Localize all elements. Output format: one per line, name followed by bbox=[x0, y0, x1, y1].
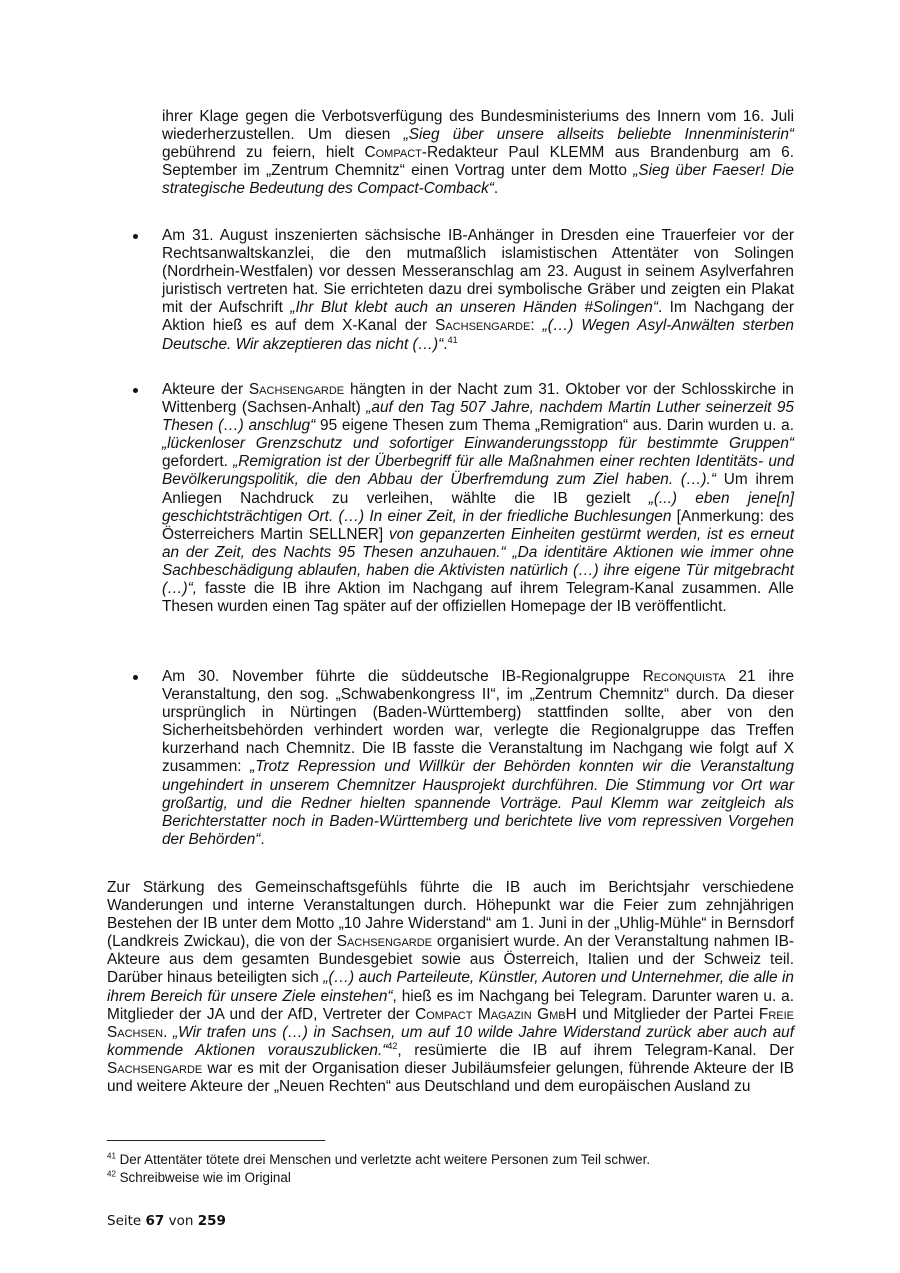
footnote-ref[interactable]: 41 bbox=[447, 334, 458, 345]
continuation-paragraph bbox=[162, 108, 794, 198]
quote: „Trotz Repression und Willkür der Behörden konnten wir die Veranstaltung ungehindert in unserem Chemnitzer Hausprojekt durchführen. Die Stimmung vor Ort war großartig, und die Redner hielten spannende Vorträge. Paul Klemm war zeitgleich als Berichterstatter noch in Baden-Württemberg und berichtete live vom repressiven Vorgehen der Behörden“ bbox=[162, 758, 794, 848]
text-run: Am 30. November führte die süddeutsche IB-Regionalgruppe bbox=[162, 668, 643, 685]
footnote bbox=[107, 1169, 797, 1186]
quote: „(…) Wegen Asyl-Anwälten sterben Deutsche. Wir akzeptieren das nicht (…)“ bbox=[162, 317, 794, 353]
quote: „Ihr Blut klebt auch an unseren Händen #Solingen“ bbox=[290, 299, 658, 317]
text-run: , resümierte die IB auf ihrem Telegram-Kanal. Der bbox=[397, 1041, 794, 1059]
footnote-separator bbox=[107, 1140, 325, 1141]
text-run: fasste die IB ihre Aktion im Nachgang auf ihrem Telegram-Kanal zusammen. Alle Thesen wurden einen Tag später auf der offiziellen Homepage der IB veröffentlicht. bbox=[162, 580, 794, 616]
footnote-text: Schreibweise wie im Original bbox=[115, 1170, 291, 1185]
footer-label: Seite bbox=[107, 1213, 146, 1229]
footnote-number: 42 bbox=[107, 1169, 116, 1179]
quote: „Sieg über Faeser! Die strategische Bedeutung des Compact-Comback“ bbox=[162, 162, 794, 198]
org-name: Sachsengarde bbox=[248, 381, 345, 398]
quote: „Wir trafen uns (…) in Sachsen, um auf 10 wilde Jahre Widerstand zurück aber auch auf kommende Aktionen vorauszublicken.“ bbox=[107, 1023, 794, 1059]
bullet-item bbox=[162, 381, 794, 616]
text-run: Akteure der bbox=[162, 381, 249, 398]
text-run: -Redakteur Paul KLEMM aus Brandenburg am 6. September im „Zentrum Chemnitz“ einen Vortrag unter dem Motto bbox=[162, 144, 794, 180]
body-paragraph bbox=[107, 879, 794, 1096]
quote: von gepanzerten Einheiten gestürmt werden, ist es erneut an der Zeit, des Nachts 95 Thesen anzuhauen.“ „Da identitäre Aktionen wie immer ohne Sachbeschädigung ablaufen, haben die Aktivisten natürlich (…) ihre eigene Tür mitgebracht (…)“, bbox=[162, 525, 794, 598]
text-run: Zur Stärkung des Gemeinschaftsgefühls führte die IB auch im Berichtsjahr verschiedene Wanderungen und interne Veranstaltungen durch. Höhepunkt war die Feier zum zehnjährigen Bestehen der IB unter dem Motto „10 Jahre Widerstand“ am 1. Juni in der „Uhlig-Mühle“ in Bernsdorf (Landkreis Zwickau), die von der bbox=[107, 879, 794, 951]
quote: „Sieg über unsere allseits beliebte Innenministerin“ bbox=[403, 126, 794, 144]
footnote-ref[interactable]: 42 bbox=[387, 1040, 398, 1051]
bullet-item bbox=[162, 668, 794, 849]
text-run: hängten in der Nacht zum 31. Oktober vor der Schlosskirche in Wittenberg (Sachsen-Anhalt) bbox=[162, 381, 794, 417]
text-run: organisiert wurde. An der Veranstaltung nahmen IB-Akteure aus dem gesamten Bundesgebiet sowie aus Österreich, Italien und der Schweiz teil. Darüber hinaus beteiligten sich bbox=[107, 933, 794, 987]
quote: „Remigration ist der Überbegriff für alle Maßnahmen einer rechten Identitäts- und Bevölkerungspolitik, die den Abbau der Überfremdung zum Ziel haben. (…).“ bbox=[162, 453, 795, 489]
page-total: 259 bbox=[197, 1213, 226, 1229]
org-name: Freie Sachsen bbox=[107, 1005, 794, 1041]
bullet-text bbox=[162, 668, 794, 849]
org-name: Compact Magazin GmbH bbox=[415, 1005, 577, 1023]
text-run: gebührend zu feiern, hielt bbox=[162, 144, 365, 162]
text-run: : bbox=[530, 317, 543, 335]
org-name: Compact bbox=[364, 144, 422, 162]
org-name: Reconquista bbox=[642, 668, 726, 685]
bullet-text bbox=[162, 227, 794, 354]
page-footer bbox=[107, 1212, 226, 1230]
org-name: Sachsengarde bbox=[336, 933, 433, 951]
text-run: . Im Nachgang der Aktion hieß es auf dem X-Kanal der bbox=[162, 299, 794, 335]
text-run: [Anmerkung: des Österreichers Martin SELLNER] bbox=[162, 507, 795, 543]
footnote bbox=[107, 1151, 797, 1168]
bullet-icon bbox=[133, 675, 138, 680]
bullet-icon bbox=[133, 388, 138, 393]
text-run: . bbox=[443, 335, 448, 353]
text-run: 21 ihre Veranstaltung, den sog. „Schwabenkongress II“, im „Zentrum Chemnitz“ durch. Da dieser ursprünglich in Nürtingen (Baden-Württemberg) stattfinden sollte, aber von den Sicherheitsbehörden verhindert worden war, verlegte die Regionalgruppe das Treffen kurzerhand nach Chemnitz. Die IB fasste die Veranstaltung im Nachgang wie folgt auf X zusammen: bbox=[162, 668, 795, 776]
bullet-icon bbox=[133, 234, 138, 239]
text-run: . bbox=[493, 180, 499, 198]
text-run: 95 eigene Thesen zum Thema „Remigration“ aus. Darin wurden u. a. bbox=[315, 417, 794, 435]
org-name: Sachsengarde bbox=[435, 317, 531, 335]
bullet-text bbox=[162, 381, 794, 616]
text-run: Um ihrem Anliegen Nachdruck zu verleihen, wählte die IB gezielt bbox=[162, 471, 794, 507]
quote: „(...) eben jene[n] geschichtsträchtigen Ort. (…) In einer Zeit, in der friedliche Buchlesungen bbox=[162, 489, 794, 525]
quote: „lückenloser Grenzschutz und sofortiger Einwanderungsstopp für bestimmte Gruppen“ bbox=[162, 435, 794, 453]
bullet-item bbox=[162, 227, 794, 354]
text-run: . bbox=[163, 1023, 174, 1041]
page-number: 67 bbox=[145, 1213, 165, 1229]
quote: „auf den Tag 507 Jahre, nachdem Martin Luther seinerzeit 95 Thesen (…) anschlug“ bbox=[162, 399, 794, 435]
text-run: ihrer Klage gegen die Verbotsverfügung des Bundesministeriums des Innern vom 16. Juli wiederherzustellen. Um diesen bbox=[162, 108, 794, 144]
text-run: gefordert. bbox=[162, 453, 234, 471]
org-name: Sachsengarde bbox=[107, 1059, 203, 1077]
footnote-text: Der Attentäter tötete drei Menschen und verletzte acht weitere Personen zum Teil schwer. bbox=[115, 1152, 651, 1167]
text-run: , hieß es im Nachgang bei Telegram. Darunter waren u. a. Mitglieder der JA und der AfD, Vertreter der bbox=[107, 987, 794, 1023]
text-run: . bbox=[260, 830, 265, 848]
text-run: und Mitglieder der Partei bbox=[576, 1005, 759, 1023]
quote: „(…) auch Parteileute, Künstler, Autoren und Unternehmer, die alle in ihrem Bereich für unsere Ziele einstehen“ bbox=[107, 969, 794, 1005]
text-run: Am 31. August inszenierten sächsische IB-Anhänger in Dresden eine Trauerfeier vor der Rechtsanwaltskanzlei, die den mutmaßlich islamistischen Attentäter von Solingen (Nordrhein-Westfalen) vor dessen Messeranschlag am 23. August in seinem Asylverfahren juristisch vertreten hat. Sie errichteten dazu drei symbolische Gräber und zeigten ein Plakat mit der Aufschrift bbox=[162, 227, 794, 317]
footer-label: von bbox=[164, 1213, 198, 1229]
footnote-number: 41 bbox=[107, 1151, 116, 1161]
text-run: war es mit der Organisation dieser Jubiläumsfeier gelungen, führende Akteure der IB und weitere Akteure der „Neuen Rechten“ aus Deutschland und dem europäischen Ausland zu bbox=[107, 1059, 794, 1096]
